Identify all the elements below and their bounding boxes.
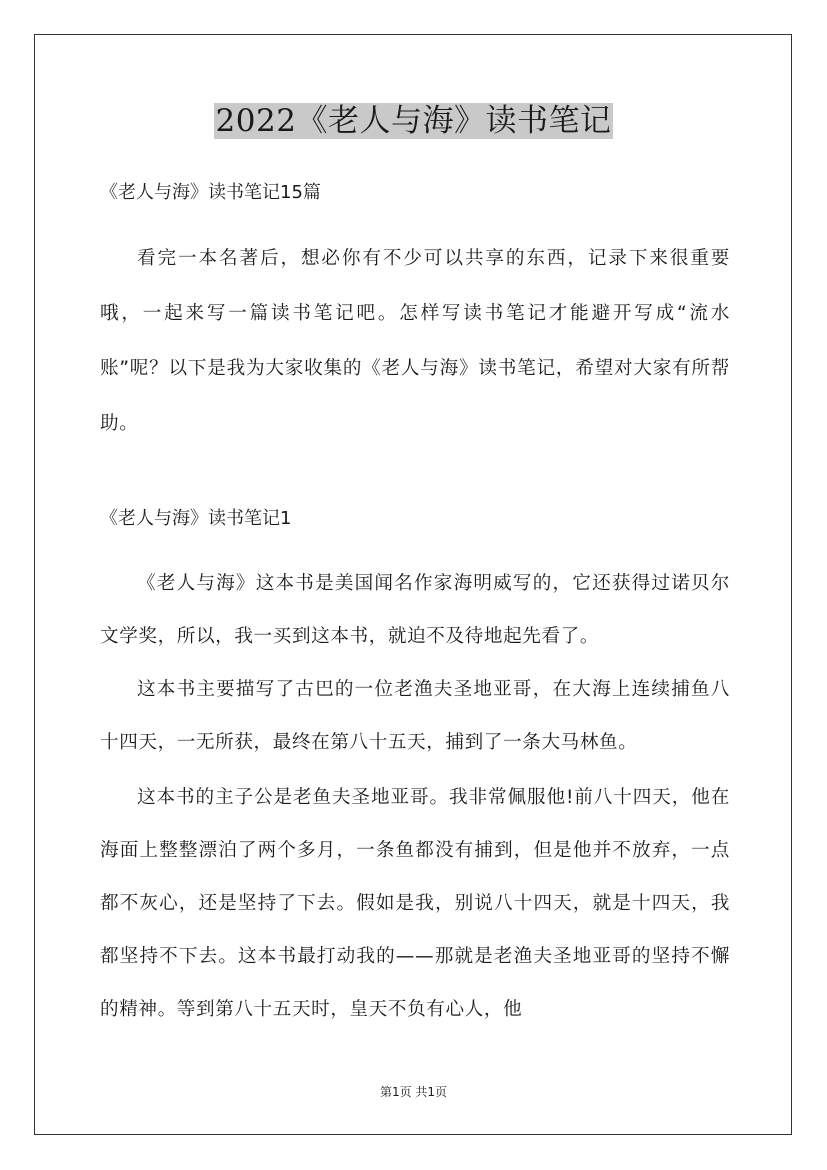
section-heading: 《老人与海》读书笔记1 [100, 508, 292, 529]
document-subtitle: 《老人与海》读书笔记15篇 [100, 182, 321, 203]
document-title-text: 2022《老人与海》读书笔记 [215, 103, 612, 139]
body-paragraph-1: 《老人与海》这本书是美国闻名作家海明威写的，它还获得过诺贝尔文学奖，所以，我一买到这本书，就迫不及待地起先看了。 [100, 573, 730, 647]
intro-paragraph: 看完一本名著后，想必你有不少可以共享的东西，记录下来很重要哦，一起来写一篇读书笔记吧。怎样写读书笔记才能避开写成“流水账”呢？以下是我为大家收集的《老人与海》读书笔记，希望对大家有所帮助。 [100, 248, 730, 434]
body-paragraph-3: 这本书的主子公是老鱼夫圣地亚哥。我非常佩服他!前八十四天，他在海面上整整漂泊了两个多月，一条鱼都没有捕到，但是他并不放弃，一点都不灰心，还是坚持了下去。假如是我，别说八十四天，就是十四天，我都坚持不下去。这本书最打动我的——那就是老渔夫圣地亚哥的坚持不懈的精神。等到第八十五天时，皇天不负有心人，他 [100, 787, 730, 1020]
page-footer: 第1页 共1页 [379, 1085, 448, 1099]
document-title [0, 97, 827, 145]
body-paragraph-2: 这本书主要描写了古巴的一位老渔夫圣地亚哥，在大海上连续捕鱼八十四天，一无所获，最终在第八十五天，捕到了一条大马林鱼。 [100, 679, 730, 753]
